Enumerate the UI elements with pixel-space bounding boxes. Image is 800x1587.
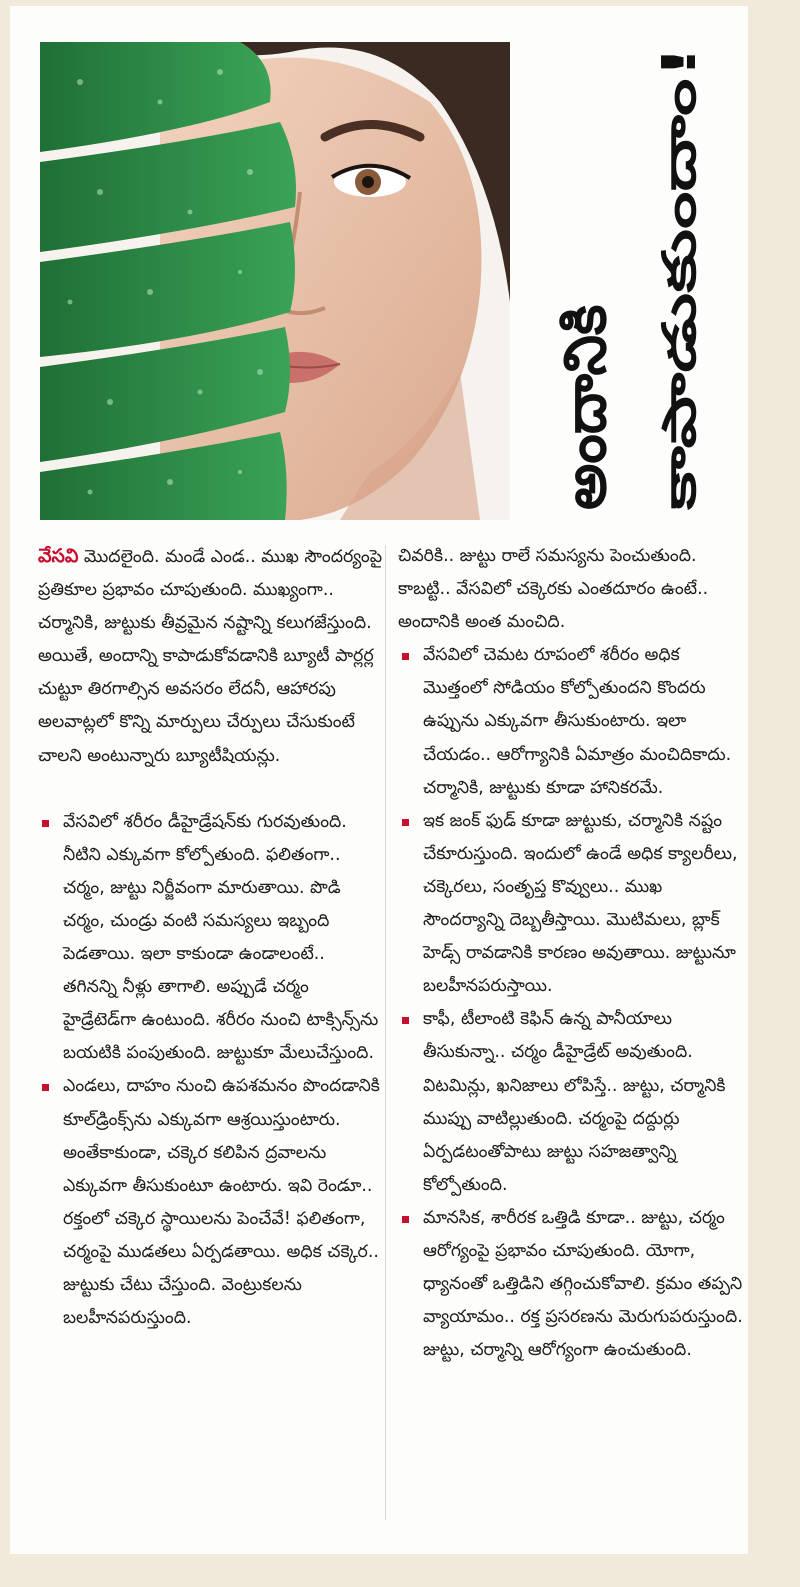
headline-line-2: కాపాడుకుందాం! (652, 219, 706, 510)
column-divider (385, 545, 386, 1520)
bullet-junk-food: ఇక జంక్ ఫుడ్ కూడా జుట్టుకు, చర్మానికి నష్టం చేకూరుస్తుంది. ఇందులో ఉండే అధిక క్యాలరీలు, చక్కెరలు, సంతృప్త కొవ్వులు.. ముఖ సౌందర్యాన్ని దెబ్బతీస్తాయి. మొటిమలు, బ్లాక్ హెడ్స్ రావడానికి కారణం అవుతాయి. జుట్టునూ బలహీనపరుస్తాయి. (398, 805, 743, 1004)
article-photo (40, 42, 510, 520)
bullet-dehydration: వేసవిలో శరీరం డీహైడ్రేషన్‌కు గురవుతుంది. నీటిని ఎక్కువగా కోల్పోతుంది. ఫలితంగా.. చర్మం, జుట్టు నిర్జీవంగా మారుతాయి. పొడి చర్మం, చుండ్రు వంటి సమస్యలు ఇబ్బంది పెడతాయి. ఇలా కాకుండా ఉండాలంటే.. తగినన్ని నీళ్లు తాగాలి. అప్పుడే చర్మం హైడ్రేటెడ్‌గా ఉంటుంది. శరీరం నుంచి టాక్సిన్స్‌ను బయటికి పంపుతుంది. జుట్టుకూ మేలుచేస్తుంది. (38, 806, 383, 1071)
headline (525, 30, 735, 530)
article-column-left (38, 540, 383, 1335)
bullet-salt: వేసవిలో చెమట రూపంలో శరీరం అధిక మొత్తంలో సోడియం కోల్పోతుందని కొందరు ఉప్పును ఎక్కువగా తీసుకుంటారు. ఇలా చేయడం.. ఆరోగ్యానికి ఏమాత్రం మంచిదికాదు. చర్మానికి, జుట్టుకు కూడా హానికరమే. (398, 639, 743, 804)
article-column-right (398, 540, 743, 1367)
bullet-stress: మానసిక, శారీరక ఒత్తిడి కూడా.. జుట్టు, చర్మం ఆరోగ్యంపై ప్రభావం చూపుతుంది. యోగా, ధ్యానంతో ఒత్తిడిని తగ్గించుకోవాలి. క్రమం తప్పని వ్యాయామం.. రక్త ప్రసరణను మెరుగుపరుస్తుంది. జుట్టు, చర్మాన్ని ఆరోగ్యంగా ఉంచుతుంది. (398, 1202, 743, 1367)
woman-leaf-illustration (40, 42, 510, 520)
continuation-paragraph: చివరికి.. జుట్టు రాలే సమస్యను పెంచుతుంది. కాబట్టి.. వేసవిలో చక్కెరకు ఎంతదూరం ఉంటే.. అందానికి అంత మంచిది. (398, 546, 709, 633)
intro-text: మొదలైంది. మండే ఎండ.. ముఖ సౌందర్యంపై ప్రతికూల ప్రభావం చూపుతుంది. ముఖ్యంగా.. చర్మానికి, జుట్టుకు తీవ్రమైన నష్టాన్ని కలుగజేస్తుంది. అయితే, అందాన్ని కాపాడుకోవడానికి బ్యూటీ పార్లర్ల చుట్టూ తిరగాల్సిన అవసరం లేదనీ, ఆహారపు అలవాట్లలో కొన్ని మార్పులు చేర్పులు చేసుకుంటే చాలని అంటున్నారు బ్యూటీషియన్లు. (38, 547, 383, 766)
intro-lead-word: వేసవి (38, 545, 79, 567)
bullet-cooldrinks: ఎండలు, దాహం నుంచి ఉపశమనం పొందడానికి కూల్‌డ్రింక్స్‌ను ఎక్కువగా ఆశ్రయిస్తుంటారు. అంతేకాకుండా, చక్కెర కలిపిన ద్రవాలను ఎక్కువగా తీసుకుంటూ ఉంటారు. ఇవి రెండూ.. రక్తంలో చక్కెర స్థాయిలను పెంచేవే! ఫలితంగా, చర్మంపై ముడతలు ఏర్పడతాయి. అధిక చక్కెర.. జుట్టుకు చేటు చేస్తుంది. వెంట్రుకలను బలహీనపరుస్తుంది. (38, 1070, 383, 1335)
bullet-caffeine: కాఫీ, టీలాంటి కెఫిన్ ఉన్న పానీయాలు తీసుకున్నా.. చర్మం డీహైడ్రేట్ అవుతుంది. విటమిన్లు, ఖనిజాలు లోపిస్తే.. జుట్టు, చర్మానికి ముప్పు వాటిల్లుతుంది. చర్మంపై దద్దుర్లు ఏర్పడటంతోపాటు జుట్టు సహజత్వాన్ని కోల్పోతుంది. (398, 1003, 743, 1202)
intro-paragraph (38, 540, 383, 773)
headline-line-1: అందానికి (551, 304, 619, 510)
